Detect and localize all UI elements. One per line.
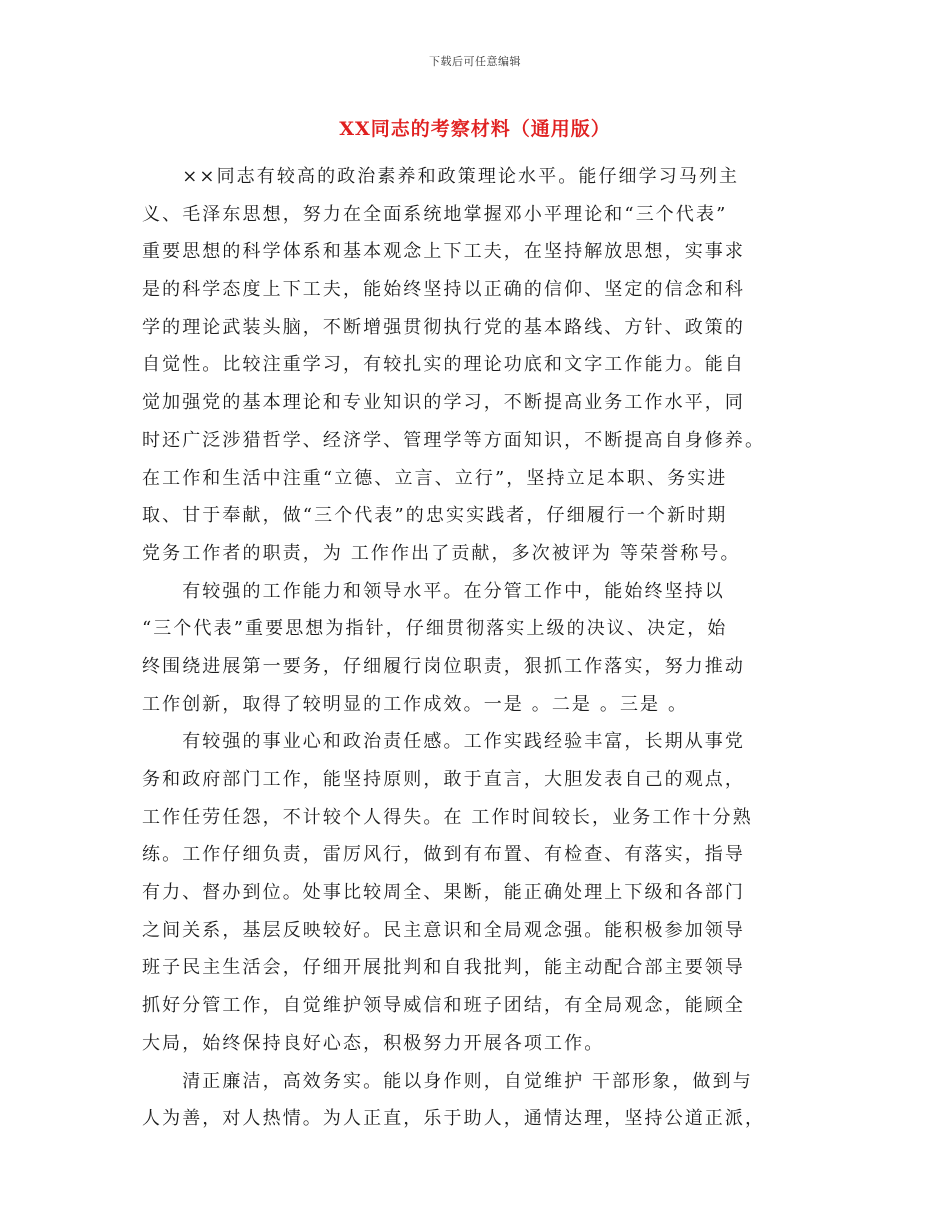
text-line: 党务工作者的职责，为 工作作出了贡献，多次被评为 等荣誉称号。 [142,542,741,564]
text-line: 学的理论武装头脑，不断增强贯彻执行党的基本路线、方针、政策的 [142,316,745,338]
text-line: 大局，始终保持良好心态，积极努力开展各项工作。 [142,1032,605,1054]
text-line: 务和政府部门工作，能坚持原则，敢于直言，大胆发表自己的观点， [142,769,745,790]
text-line: 清正廉洁，高效务实。能以身作则，自觉维护 干部形象，做到与 [142,1070,753,1092]
text-line: 取、甘于奉献，做“三个代表”的忠实实践者，仔细履行一个新时期 [142,505,728,527]
text-line: 班子民主生活会，仔细开展批判和自我批判，能主动配合部主要领导 [142,957,745,979]
text-line: “三个代表”重要思想为指针，仔细贯彻落实上级的决议、决定，始 [142,618,728,640]
text-line: 重要思想的科学体系和基本观念上下工夫，在坚持解放思想，实事求 [142,241,745,263]
text-line: 抓好分管工作，自觉维护领导威信和班子团结，有全局观念，能顾全 [142,995,745,1017]
text-line: 工作任劳任怨，不计较个人得失。在 工作时间较长，业务工作十分熟 [142,806,753,828]
text-line: 自觉性。比较注重学习，有较扎实的理论功底和文字工作能力。能自 [142,354,745,376]
text-line: 人为善，对人热情。为人正直，乐于助人，通情达理，坚持公道正派， [142,1108,766,1130]
header-note: 下载后可任意编辑 [429,55,521,68]
document-body [142,158,812,1138]
text-line: 有较强的工作能力和领导水平。在分管工作中，能始终坚持以 [142,580,725,602]
text-line: 义、毛泽东思想，努力在全面系统地掌握邓小平理论和“三个代表” [142,203,728,225]
text-line: 是的科学态度上下工夫，能始终坚持以正确的信仰、坚定的信念和科 [142,279,745,301]
document-title: XX同志的考察材料（通用版） [339,118,611,140]
text-line: 工作创新，取得了较明显的工作成效。一是 。二是 。三是 。 [142,693,689,715]
text-line: 有较强的事业心和政治责任感。工作实践经验丰富，长期从事党 [142,731,745,753]
text-line: 在工作和生活中注重“立德、立言、立行”，坚持立足本职、务实进 [142,467,728,489]
text-line: 练。工作仔细负责，雷厉风行，做到有布置、有检查、有落实，指导 [142,844,745,866]
text-line: ××同志有较高的政治素养和政策理论水平。能仔细学习马列主 [142,166,740,187]
text-line: 之间关系，基层反映较好。民主意识和全局观念强。能积极参加领导 [142,919,745,941]
text-line: 时还广泛涉猎哲学、经济学、管理学等方面知识，不断提高自身修养。 [142,429,766,451]
text-line: 终围绕进展第一要务，仔细履行岗位职责，狠抓工作落实，努力推动 [142,655,745,677]
text-line: 有力、督办到位。处事比较周全、果断，能正确处理上下级和各部门 [142,882,745,904]
text-line: 觉加强党的基本理论和专业知识的学习，不断提高业务工作水平，同 [142,392,745,414]
